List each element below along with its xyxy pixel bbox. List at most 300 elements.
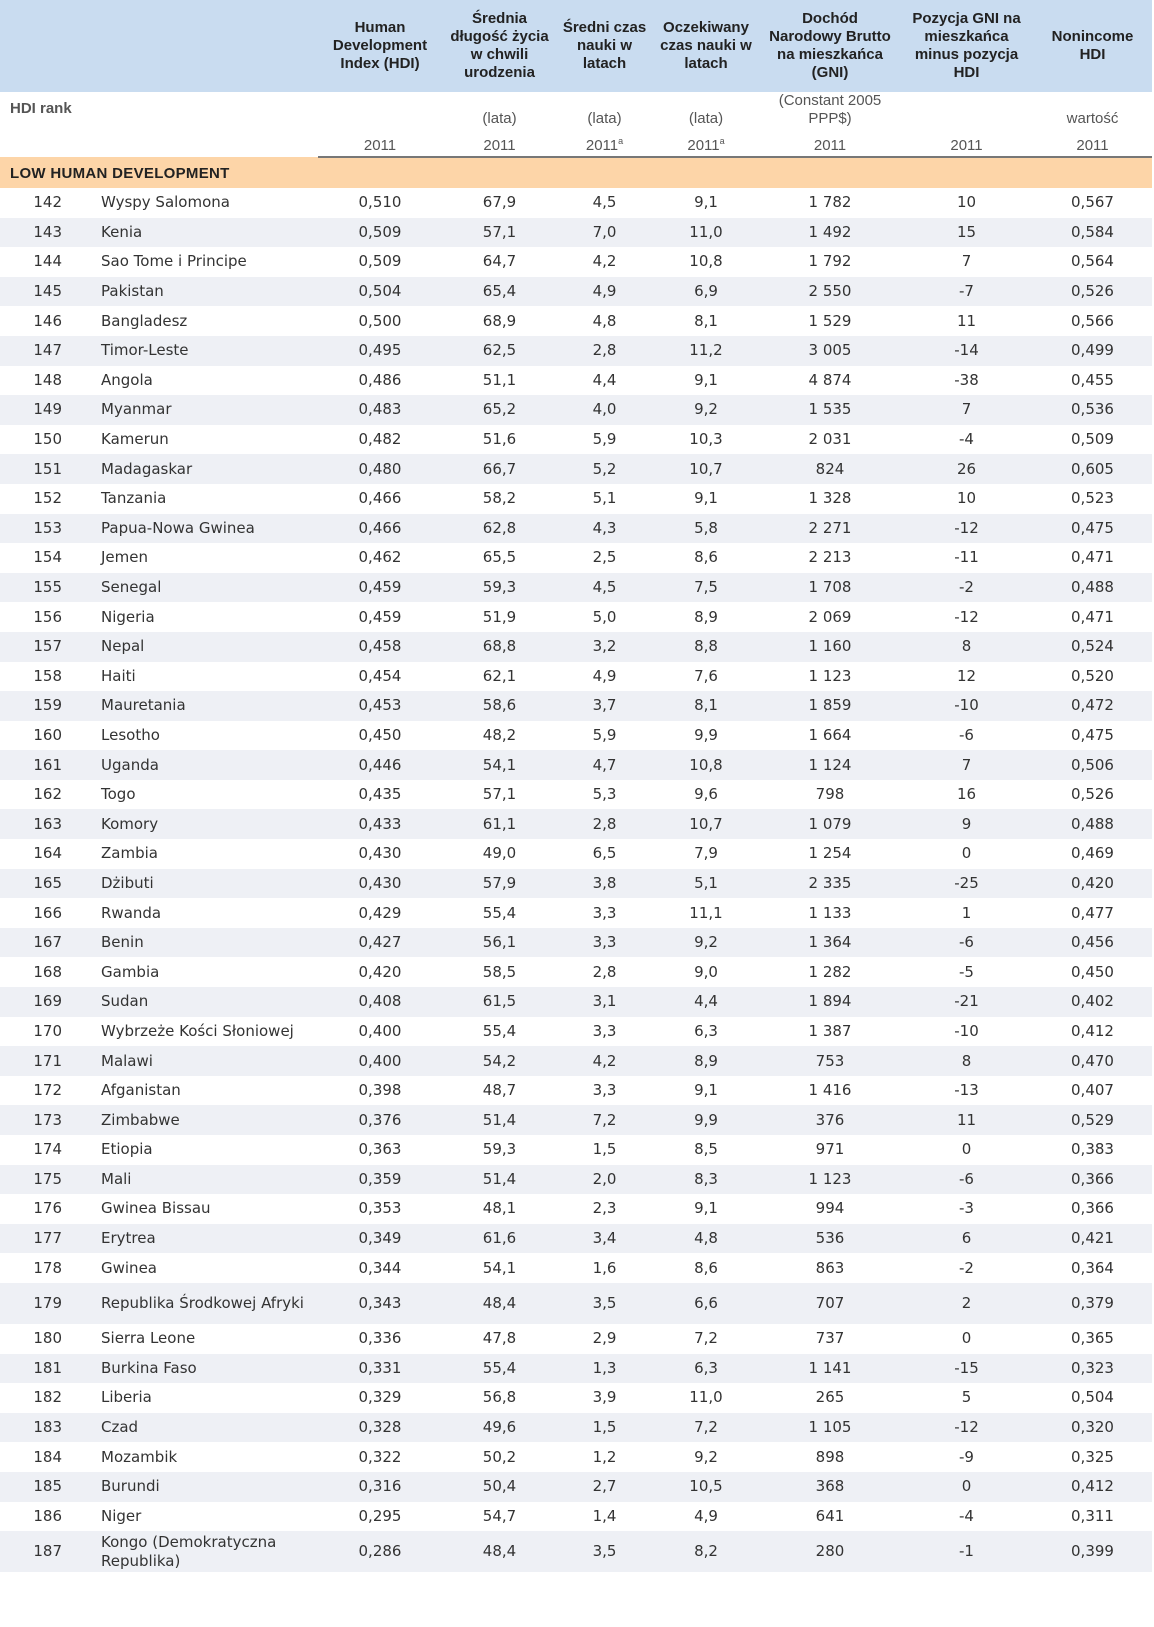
cell-hdi-value: 0,322 [358,1447,402,1466]
cell-country: Wyspy Salomona [101,193,230,212]
cell-country: Liberia [101,1388,152,1407]
table-row [0,691,1152,721]
cell-gni-minus-hdi-rank: 1 [961,903,972,922]
table-row [0,1017,1152,1047]
cell-hdi-value: 0,420 [358,962,402,981]
cell-life-expectancy: 48,7 [482,1081,517,1100]
cell-gni-minus-hdi-rank: -4 [959,1506,974,1525]
cell-gni-per-capita: 2 550 [760,277,900,307]
cell-gni-per-capita: 1 708 [760,573,900,603]
table-row [0,1194,1152,1224]
cell-rank: 157 [0,632,100,662]
cell-nonincome-hdi: 0,605 [1033,454,1152,484]
cell-hdi-value: 0,336 [358,1329,402,1348]
cell-expected-schooling: 5,8 [652,514,760,544]
cell-gni-minus-hdi-rank: -12 [954,607,979,626]
cell-mean-schooling: 3,5 [557,1531,652,1572]
table-row [0,366,1152,396]
cell-expected-schooling: 9,2 [694,1447,718,1466]
cell-life-expectancy: 57,1 [442,218,557,248]
cell-gni-per-capita: 536 [760,1224,900,1254]
cell-country: Afganistan [101,1081,181,1100]
cell-life-expectancy: 61,6 [442,1224,557,1254]
cell-gni-minus-hdi-rank: 11 [956,311,977,330]
cell-gni-minus-hdi-rank: -12 [900,1413,1033,1443]
cell-expected-schooling: 8,6 [694,1258,718,1277]
cell-gni-per-capita: 898 [815,1447,845,1466]
cell-expected-schooling: 8,9 [652,1046,760,1076]
header-col-gni-minus-hdi: Pozycja GNI na mieszkańca minus pozycja HDI [900,0,1033,92]
year-mean-schooling [557,128,652,157]
cell-rank: 180 [33,1329,62,1348]
cell-hdi-value: 0,482 [358,430,402,449]
cell-life-expectancy: 48,2 [482,725,517,744]
cell-nonincome-hdi: 0,471 [1071,607,1114,626]
cell-rank: 185 [0,1472,100,1502]
table-row [0,1413,1152,1443]
cell-country: Zimbabwe [100,1105,318,1135]
cell-mean-schooling: 4,2 [557,1046,652,1076]
header-blank-rank [0,0,100,92]
cell-country: Gambia [101,962,160,981]
cell-country: Rwanda [101,903,162,922]
cell-nonincome-hdi: 0,325 [1071,1447,1114,1466]
cell-mean-schooling: 5,9 [592,430,617,449]
year-text: 2011 [950,137,983,154]
cell-gni-per-capita: 994 [815,1199,845,1218]
cell-nonincome-hdi: 0,566 [1071,311,1114,330]
cell-gni-per-capita: 824 [760,454,900,484]
table-row [0,425,1152,455]
cell-gni-minus-hdi-rank: 7 [900,395,1033,425]
cell-life-expectancy: 56,8 [482,1388,517,1407]
cell-mean-schooling: 2,8 [557,809,652,839]
cell-expected-schooling: 9,6 [694,785,718,804]
table-row [0,898,1152,928]
cell-life-expectancy: 62,8 [442,514,557,544]
cell-gni-minus-hdi-rank: 7 [961,252,972,271]
cell-life-expectancy: 58,2 [482,489,517,508]
cell-hdi-value: 0,483 [318,395,442,425]
cell-mean-schooling: 4,0 [557,395,652,425]
cell-gni-per-capita: 1 079 [760,809,900,839]
group-header-row [0,157,1152,188]
cell-gni-minus-hdi-rank: -38 [954,370,979,389]
cell-rank: 172 [33,1081,62,1100]
cell-hdi-value: 0,435 [358,785,402,804]
cell-nonincome-hdi: 0,365 [1071,1329,1114,1348]
table-row [0,750,1152,780]
header-col-nonincome-hdi: Nonincome HDI [1033,0,1152,92]
group-label: LOW HUMAN DEVELOPMENT [0,157,1152,188]
cell-gni-per-capita: 2 213 [808,548,852,567]
cell-country: Niger [101,1506,142,1525]
cell-hdi-value: 0,446 [318,750,442,780]
cell-rank: 152 [33,489,62,508]
cell-life-expectancy: 59,3 [442,573,557,603]
cell-nonincome-hdi: 0,564 [1071,252,1114,271]
cell-mean-schooling: 3,5 [557,1283,652,1324]
cell-nonincome-hdi: 0,536 [1033,395,1152,425]
cell-life-expectancy: 49,6 [442,1413,557,1443]
year-gni-minus-hdi [900,128,1033,157]
unit-mean-schooling: (lata) [587,110,622,127]
cell-nonincome-hdi: 0,520 [1071,666,1114,685]
cell-mean-schooling: 3,3 [592,903,617,922]
cell-rank: 164 [33,844,62,863]
cell-gni-minus-hdi-rank: 6 [900,1224,1033,1254]
cell-rank: 184 [33,1447,62,1466]
cell-expected-schooling: 7,5 [652,573,760,603]
cell-expected-schooling: 8,1 [694,311,718,330]
header-units-row [0,92,1152,128]
cell-mean-schooling: 2,8 [592,962,617,981]
cell-expected-schooling: 8,6 [694,548,718,567]
cell-rank: 162 [33,785,62,804]
header-col-life-expectancy: Średnia długość życia w chwili urodzenia [442,0,557,92]
cell-country: Nepal [100,632,318,662]
table-row [0,514,1152,544]
cell-gni-minus-hdi-rank: -1 [900,1531,1033,1572]
cell-mean-schooling: 5,3 [592,785,617,804]
table-row [0,1135,1152,1165]
year-hdi [318,128,442,157]
cell-gni-minus-hdi-rank: 8 [900,1046,1033,1076]
cell-gni-minus-hdi-rank: -21 [900,987,1033,1017]
cell-rank: 175 [0,1165,100,1195]
cell-nonincome-hdi: 0,506 [1033,750,1152,780]
cell-gni-per-capita: 1 792 [808,252,852,271]
cell-rank: 158 [33,666,62,685]
cell-nonincome-hdi: 0,412 [1033,1472,1152,1502]
unit-expected-schooling: (lata) [688,110,724,127]
year-text: 2011 [1076,137,1109,154]
cell-rank: 166 [33,903,62,922]
cell-expected-schooling: 6,3 [694,1021,718,1040]
cell-nonincome-hdi: 0,469 [1071,844,1114,863]
cell-country: Madagaskar [100,454,318,484]
cell-mean-schooling: 2,8 [557,336,652,366]
table-row [0,306,1152,336]
table-row [0,987,1152,1017]
cell-gni-minus-hdi-rank: -4 [959,430,974,449]
cell-hdi-value: 0,500 [358,311,402,330]
cell-expected-schooling: 10,5 [652,1472,760,1502]
cell-mean-schooling: 1,5 [557,1413,652,1443]
cell-nonincome-hdi: 0,320 [1033,1413,1152,1443]
cell-rank: 155 [0,573,100,603]
cell-mean-schooling: 3,1 [557,987,652,1017]
cell-nonincome-hdi: 0,364 [1071,1258,1114,1277]
cell-expected-schooling: 11,1 [689,903,723,922]
cell-mean-schooling: 5,0 [592,607,617,626]
cell-gni-per-capita: 1 141 [760,1354,900,1384]
cell-expected-schooling: 9,2 [652,395,760,425]
cell-nonincome-hdi: 0,504 [1071,1388,1114,1407]
cell-gni-minus-hdi-rank: 12 [956,666,977,685]
cell-life-expectancy: 59,3 [482,1140,517,1159]
cell-gni-per-capita: 707 [760,1283,900,1324]
table-row [0,602,1152,632]
cell-country: Kongo (Demokratyczna Republika) [100,1531,318,1572]
cell-expected-schooling: 4,4 [652,987,760,1017]
cell-life-expectancy: 65,2 [442,395,557,425]
table-row [0,662,1152,692]
cell-rank: 183 [0,1413,100,1443]
cell-life-expectancy: 62,1 [482,666,517,685]
cell-life-expectancy: 50,4 [442,1472,557,1502]
cell-rank: 144 [33,252,62,271]
cell-gni-minus-hdi-rank: -15 [900,1354,1033,1384]
cell-life-expectancy: 55,4 [442,1354,557,1384]
table-body [0,157,1152,1572]
table-row [0,1324,1152,1354]
cell-mean-schooling: 1,5 [592,1140,617,1159]
cell-gni-per-capita: 737 [815,1329,845,1348]
cell-nonincome-hdi: 0,366 [1033,1165,1152,1195]
cell-hdi-value: 0,459 [358,607,402,626]
cell-hdi-value: 0,433 [318,809,442,839]
cell-nonincome-hdi: 0,450 [1071,962,1114,981]
cell-rank: 169 [0,987,100,1017]
cell-gni-minus-hdi-rank: -6 [959,725,974,744]
year-text: 2011 [813,137,847,154]
table-row [0,573,1152,603]
cell-mean-schooling: 2,9 [592,1329,617,1348]
cell-life-expectancy: 48,1 [482,1199,517,1218]
cell-country: Papua-Nowa Gwinea [100,514,318,544]
cell-nonincome-hdi: 0,509 [1071,430,1114,449]
cell-gni-minus-hdi-rank: 2 [900,1283,1033,1324]
cell-gni-minus-hdi-rank: -11 [954,548,979,567]
year-gni [760,128,900,157]
table-row [0,721,1152,751]
cell-rank: 170 [33,1021,62,1040]
cell-hdi-value: 0,400 [358,1021,402,1040]
cell-gni-minus-hdi-rank: 8 [900,632,1033,662]
cell-gni-minus-hdi-rank: 10 [956,193,977,212]
cell-country: Burundi [100,1472,318,1502]
cell-expected-schooling: 6,3 [652,1354,760,1384]
cell-hdi-value: 0,286 [318,1531,442,1572]
cell-hdi-value: 0,480 [318,454,442,484]
cell-country: Kenia [100,218,318,248]
cell-life-expectancy: 68,9 [482,311,517,330]
cell-nonincome-hdi: 0,383 [1071,1140,1114,1159]
cell-gni-per-capita: 1 124 [760,750,900,780]
cell-mean-schooling: 2,0 [557,1165,652,1195]
header-col-gni: Dochód Narodowy Brutto na mieszkańca (GNI) [760,0,900,92]
cell-expected-schooling: 7,2 [652,1413,760,1443]
cell-gni-minus-hdi-rank: -2 [959,1258,974,1277]
cell-gni-minus-hdi-rank: -14 [900,336,1033,366]
year-life-expectancy [442,128,557,157]
cell-country: Lesotho [101,725,160,744]
cell-rank: 182 [33,1388,62,1407]
cell-expected-schooling: 10,8 [652,750,760,780]
cell-mean-schooling: 2,7 [557,1472,652,1502]
cell-gni-per-capita: 1 364 [760,928,900,958]
cell-country: Mozambik [101,1447,178,1466]
cell-gni-per-capita: 1 328 [808,489,852,508]
cell-nonincome-hdi: 0,366 [1071,1199,1114,1218]
cell-rank: 165 [0,869,100,899]
cell-gni-minus-hdi-rank: 26 [900,454,1033,484]
cell-mean-schooling: 1,6 [592,1258,617,1277]
cell-nonincome-hdi: 0,523 [1071,489,1114,508]
table-row [0,928,1152,958]
cell-mean-schooling: 3,2 [557,632,652,662]
cell-life-expectancy: 65,4 [442,277,557,307]
cell-hdi-value: 0,509 [318,218,442,248]
cell-hdi-value: 0,453 [318,691,442,721]
cell-gni-per-capita: 3 005 [760,336,900,366]
cell-life-expectancy: 55,4 [482,903,517,922]
cell-hdi-value: 0,295 [358,1506,402,1525]
year-footnote: a [719,136,725,146]
cell-mean-schooling: 4,4 [592,370,617,389]
cell-rank: 148 [33,370,62,389]
cell-mean-schooling: 4,9 [557,277,652,307]
cell-gni-per-capita: 1 123 [808,666,852,685]
cell-country: Timor-Leste [100,336,318,366]
cell-life-expectancy: 48,4 [442,1531,557,1572]
cell-country: Republika Środkowej Afryki [100,1283,318,1324]
cell-gni-minus-hdi-rank: 15 [900,218,1033,248]
cell-life-expectancy: 56,1 [442,928,557,958]
cell-nonincome-hdi: 0,477 [1071,903,1114,922]
cell-hdi-value: 0,353 [358,1199,402,1218]
cell-gni-per-capita: 4 874 [808,370,852,389]
cell-mean-schooling: 2,3 [592,1199,617,1218]
cell-nonincome-hdi: 0,407 [1071,1081,1114,1100]
table-row [0,1383,1152,1413]
table-row [0,780,1152,810]
cell-nonincome-hdi: 0,470 [1033,1046,1152,1076]
cell-rank: 153 [0,514,100,544]
cell-gni-per-capita: 1 529 [808,311,852,330]
cell-expected-schooling: 9,1 [694,193,718,212]
cell-hdi-value: 0,331 [318,1354,442,1384]
cell-country: Tanzania [101,489,167,508]
cell-gni-per-capita: 1 492 [760,218,900,248]
table-row [0,1165,1152,1195]
table-row [0,632,1152,662]
cell-expected-schooling: 7,9 [694,844,718,863]
cell-country: Kamerun [101,430,169,449]
table-row [0,218,1152,248]
cell-life-expectancy: 68,8 [442,632,557,662]
table-row [0,1472,1152,1502]
cell-expected-schooling: 11,0 [652,218,760,248]
cell-gni-per-capita: 1 387 [808,1021,852,1040]
cell-nonincome-hdi: 0,526 [1033,277,1152,307]
cell-country: Gwinea [101,1258,157,1277]
cell-gni-minus-hdi-rank: 0 [961,844,972,863]
cell-gni-minus-hdi-rank: 0 [961,1140,972,1159]
cell-gni-minus-hdi-rank: -12 [900,514,1033,544]
cell-mean-schooling: 7,2 [557,1105,652,1135]
table-row [0,957,1152,987]
cell-country: Benin [100,928,318,958]
cell-life-expectancy: 54,1 [482,1258,517,1277]
year-text: 2011 [363,137,397,154]
cell-country: Nigeria [101,607,155,626]
cell-mean-schooling: 5,1 [592,489,617,508]
cell-mean-schooling: 1,2 [592,1447,617,1466]
cell-expected-schooling: 8,2 [652,1531,760,1572]
table-row [0,277,1152,307]
cell-rank: 178 [33,1258,62,1277]
cell-expected-schooling: 9,1 [694,370,718,389]
cell-hdi-value: 0,427 [318,928,442,958]
cell-expected-schooling: 10,7 [652,809,760,839]
cell-country: Mauretania [100,691,318,721]
table-row [0,1105,1152,1135]
header-col-mean-schooling: Średni czas nauki w latach [557,0,652,92]
cell-rank: 150 [33,430,62,449]
cell-hdi-value: 0,343 [318,1283,442,1324]
cell-nonincome-hdi: 0,488 [1033,573,1152,603]
cell-gni-minus-hdi-rank: -13 [954,1081,979,1100]
cell-rank: 146 [33,311,62,330]
cell-nonincome-hdi: 0,421 [1033,1224,1152,1254]
cell-hdi-value: 0,454 [358,666,402,685]
cell-hdi-value: 0,458 [318,632,442,662]
cell-hdi-value: 0,408 [318,987,442,1017]
cell-rank: 177 [0,1224,100,1254]
cell-expected-schooling: 8,1 [652,691,760,721]
cell-gni-per-capita: 368 [760,1472,900,1502]
cell-rank: 171 [0,1046,100,1076]
cell-nonincome-hdi: 0,471 [1071,548,1114,567]
header-col-expected-schooling: Oczekiwany czas nauki w latach [652,0,760,92]
cell-nonincome-hdi: 0,472 [1033,691,1152,721]
cell-gni-per-capita: 1 535 [760,395,900,425]
cell-country: Jemen [101,548,148,567]
cell-hdi-value: 0,349 [318,1224,442,1254]
cell-rank: 160 [33,725,62,744]
cell-mean-schooling: 3,3 [557,928,652,958]
cell-expected-schooling: 9,1 [694,489,718,508]
cell-country: Wybrzeże Kości Słoniowej [101,1021,294,1040]
cell-rank: 163 [0,809,100,839]
cell-rank: 149 [0,395,100,425]
cell-expected-schooling: 5,1 [652,869,760,899]
cell-rank: 151 [0,454,100,484]
cell-gni-per-capita: 1 282 [808,962,852,981]
cell-life-expectancy: 47,8 [482,1329,517,1348]
cell-gni-per-capita: 1 105 [760,1413,900,1443]
table-row [0,395,1152,425]
cell-gni-per-capita: 1 782 [808,193,852,212]
table-row [0,454,1152,484]
cell-hdi-value: 0,363 [358,1140,402,1159]
cell-country: Sao Tome i Principe [101,252,247,271]
cell-nonincome-hdi: 0,529 [1033,1105,1152,1135]
unit-hdi [318,92,442,128]
cell-gni-per-capita: 265 [815,1388,845,1407]
cell-rank: 181 [0,1354,100,1384]
cell-mean-schooling: 4,5 [592,193,617,212]
cell-mean-schooling: 1,3 [557,1354,652,1384]
cell-hdi-value: 0,510 [358,193,402,212]
cell-hdi-value: 0,462 [358,548,402,567]
cell-expected-schooling: 8,8 [652,632,760,662]
cell-life-expectancy: 66,7 [442,454,557,484]
cell-mean-schooling: 2,5 [592,548,617,567]
cell-country: Burkina Faso [100,1354,318,1384]
